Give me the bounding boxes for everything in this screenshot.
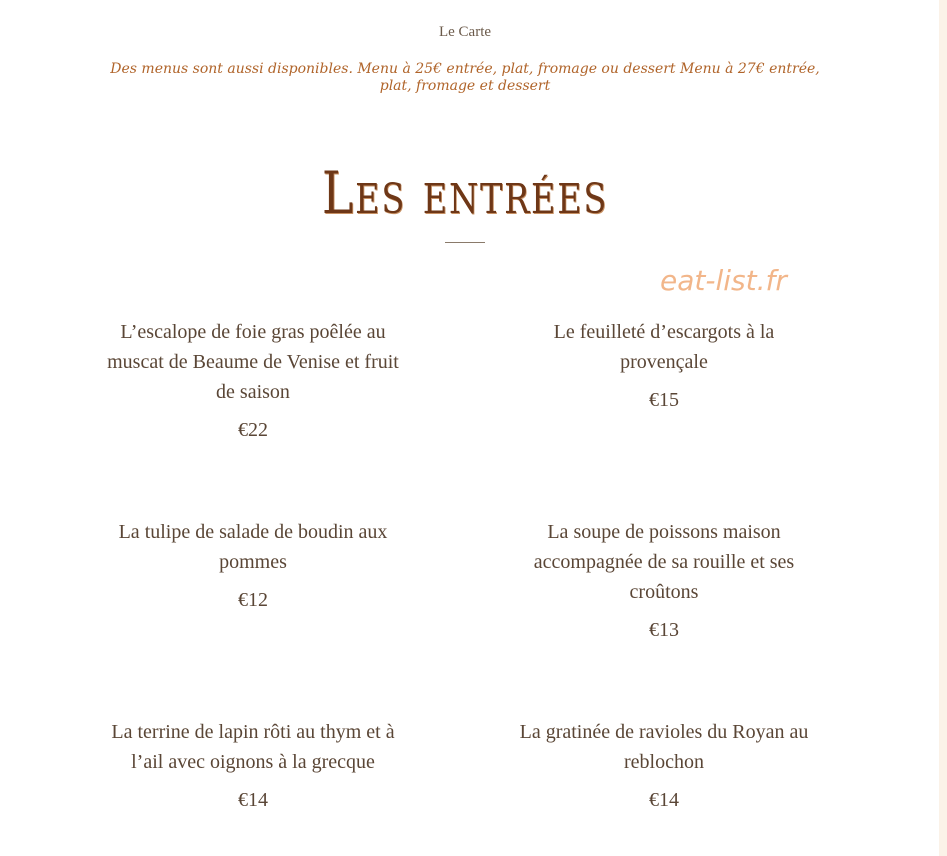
dish-price: €12	[238, 589, 268, 611]
dish-price: €13	[649, 619, 679, 641]
dish-price: €22	[238, 419, 268, 441]
dish-price: €15	[649, 389, 679, 411]
dish-item	[514, 717, 814, 812]
watermark-logo: eat-list.fr	[660, 264, 787, 297]
dish-name: L’escalope de foie gras poêlée au muscat de Beaume de Venise et fruit de saison	[107, 321, 399, 403]
dish-item	[514, 517, 814, 642]
section-heading: Les entrées	[321, 159, 609, 227]
dish-item	[514, 317, 814, 412]
dish-name: Le feuilleté d’escargots à la provençale	[553, 321, 775, 373]
dish-item	[103, 717, 403, 812]
dish-name: La tulipe de salade de boudin aux pommes	[118, 521, 388, 573]
dish-name: La terrine de lapin rôti au thym et à l’ail avec oignons à la grecque	[111, 721, 395, 773]
page-edge-strip	[939, 0, 947, 856]
dish-item	[103, 517, 403, 612]
heading-divider	[445, 242, 485, 243]
dish-price: €14	[649, 789, 679, 811]
menu-title: Le Carte	[438, 24, 492, 40]
dish-price: €14	[238, 789, 268, 811]
menu-intro-text: Des menus sont aussi disponibles. Menu à 25€ entrée, plat, fromage ou dessert Menu à 27€ entrée, plat, fromage et dessert	[110, 61, 820, 94]
dish-name: La soupe de poissons maison accompagnée de sa rouille et ses croûtons	[533, 521, 795, 603]
dish-name: La gratinée de ravioles du Royan au reblochon	[519, 721, 809, 773]
dish-item	[103, 317, 403, 442]
